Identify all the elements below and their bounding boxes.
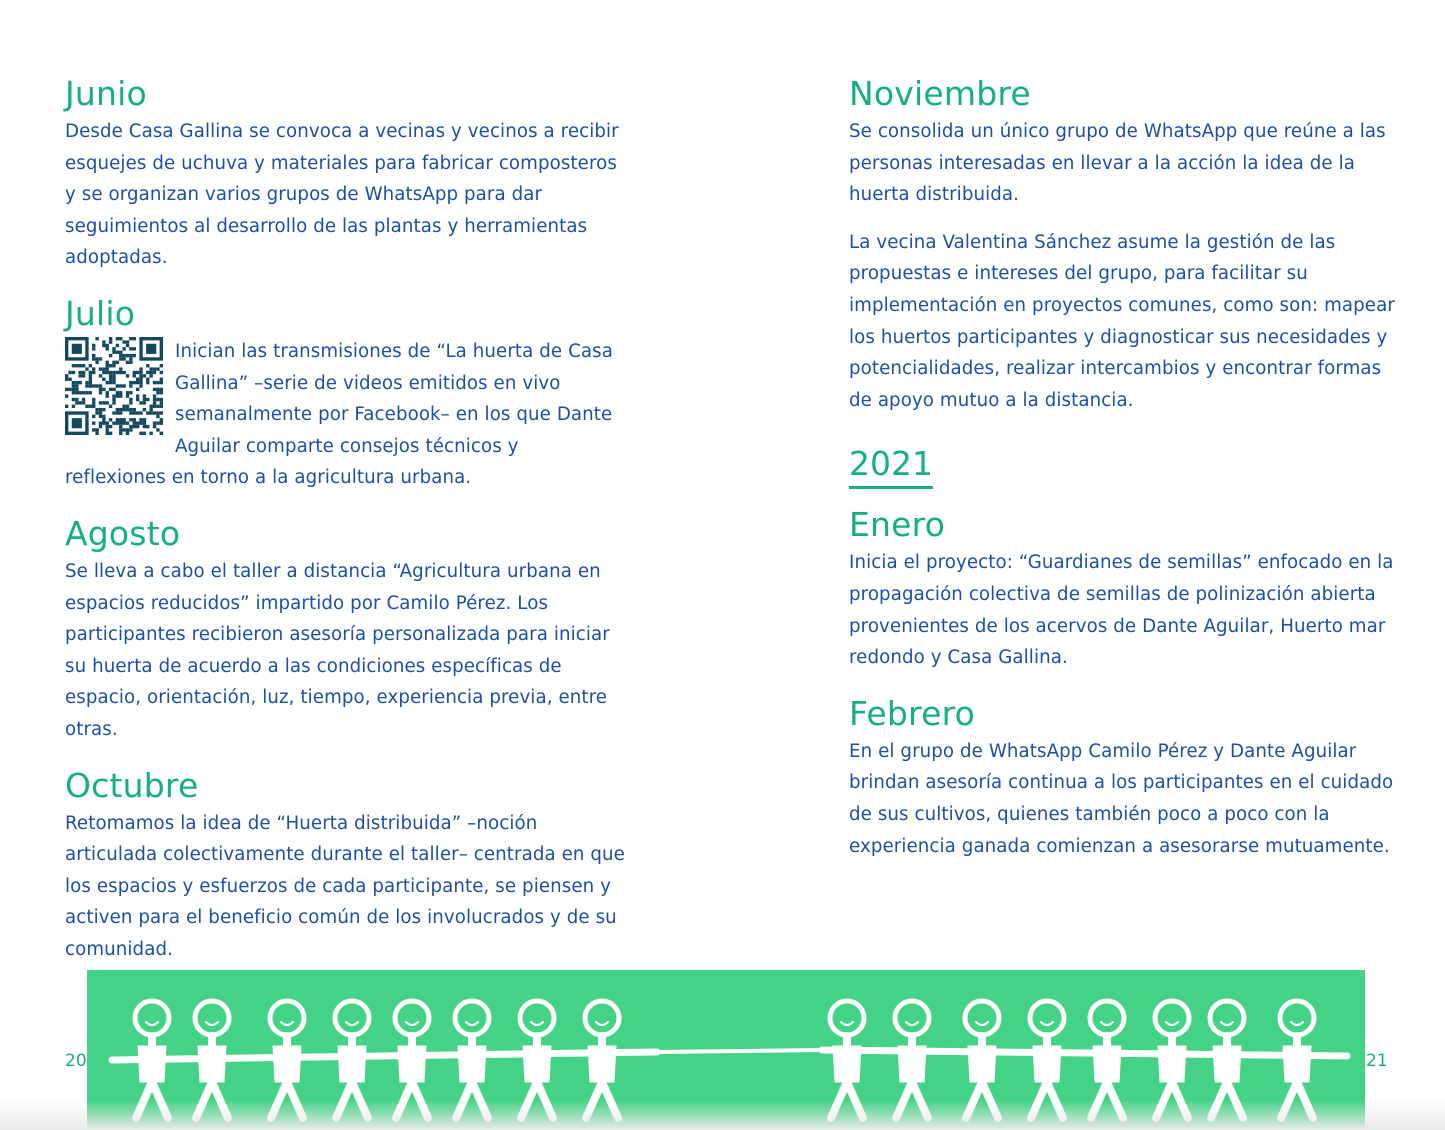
section-text: La vecina Valentina Sánchez asume la gestión de las propuestas e intereses del grupo, para facilitar su implementación en proyectos comunes, como son: mapear los huertos participantes y diagnosticar sus necesidades y potencialidades, realizar intercambios y encontrar formas de apoyo mutuo a la distancia. (849, 231, 1395, 411)
section-agosto (65, 512, 625, 746)
month-heading: Noviembre (849, 74, 1031, 113)
child-figure (455, 1001, 489, 1118)
section-text: Desde Casa Gallina se convoca a vecinas y vecinos a recibir esquejes de uchuva y materiales para fabricar composteros y se organizan varios grupos de WhatsApp para dar seguimientos al desarrollo de las plantas y herramientas adoptadas. (65, 121, 619, 269)
section-text: Se lleva a cabo el taller a distancia “Agricultura urbana en espacios reducidos” impartido por Camilo Pérez. Los participantes recibieron asesoría personalizada para iniciar su huerta de acuerdo a las condiciones específicas de espacio, orientación, luz, tiempo, experiencia previa, entre otras. (65, 560, 610, 740)
child-figure (830, 1001, 864, 1118)
child-figure (335, 1001, 369, 1118)
month-heading: Febrero (849, 693, 976, 733)
section-junio (65, 72, 625, 274)
section-text: Inician las transmisiones de “La huerta de Casa Gallina” –serie de videos emitidos en vivo semanalmente por Facebook– en los que Dante Aguilar comparte consejos técnicos y reflexiones en torno a la agricultura urbana. (65, 340, 613, 489)
children-holding-hands-illustration (87, 970, 1365, 1130)
month-heading: Agosto (65, 513, 181, 553)
child-figure (1210, 1001, 1244, 1118)
child-figure (1280, 1001, 1314, 1118)
year-heading: 2021 (849, 442, 933, 489)
month-heading: Octubre (65, 765, 199, 805)
left-column (65, 72, 625, 983)
month-heading: Junio (65, 74, 147, 113)
child-figure (135, 1001, 169, 1118)
section-text: Inicia el proyecto: “Guardianes de semillas” enfocado en la propagación colectiva de semillas de polinización abierta provenientes de los acervos de Dante Aguilar, Huerto mar redondo y Casa Gallina. (849, 552, 1394, 669)
child-figure (195, 1001, 229, 1118)
qr-code-icon[interactable] (65, 337, 163, 435)
section-octubre (65, 764, 625, 966)
section-enero (849, 503, 1409, 673)
child-figure (520, 1001, 554, 1118)
child-figure (395, 1001, 429, 1118)
child-figure (895, 1001, 929, 1118)
children-illustration-banner (87, 970, 1365, 1130)
section-febrero (849, 692, 1409, 862)
child-figure (1090, 1001, 1124, 1118)
child-figure (585, 1001, 619, 1118)
child-figure (965, 1001, 999, 1118)
child-figure (1155, 1001, 1189, 1118)
month-heading: Enero (849, 505, 946, 545)
child-figure (270, 1001, 304, 1118)
section-text: En el grupo de WhatsApp Camilo Pérez y Dante Aguilar brindan asesoría continua a los participantes en el cuidado de sus cultivos, quienes también poco a poco con la experiencia ganada comienzan a asesorarse mutuamente. (849, 740, 1394, 857)
section-text: Retomamos la idea de “Huerta distribuida” –noción articulada colectivamente durante el taller– centrada en que los espacios y esfuerzos de cada participante, se piensen y activen para el beneficio común de los involucrados y de su comunidad. (65, 812, 625, 960)
section-noviembre (849, 72, 1409, 416)
section-julio (65, 292, 625, 494)
month-heading: Julio (65, 293, 136, 333)
page-number-right: 21 (1366, 1051, 1388, 1071)
child-figure (1030, 1001, 1064, 1118)
page-number-left: 20 (65, 1051, 87, 1071)
section-text: Se consolida un único grupo de WhatsApp que reúne a las personas interesadas en llevar a la acción la idea de la huerta distribuida. (849, 121, 1386, 206)
right-column (849, 72, 1409, 862)
